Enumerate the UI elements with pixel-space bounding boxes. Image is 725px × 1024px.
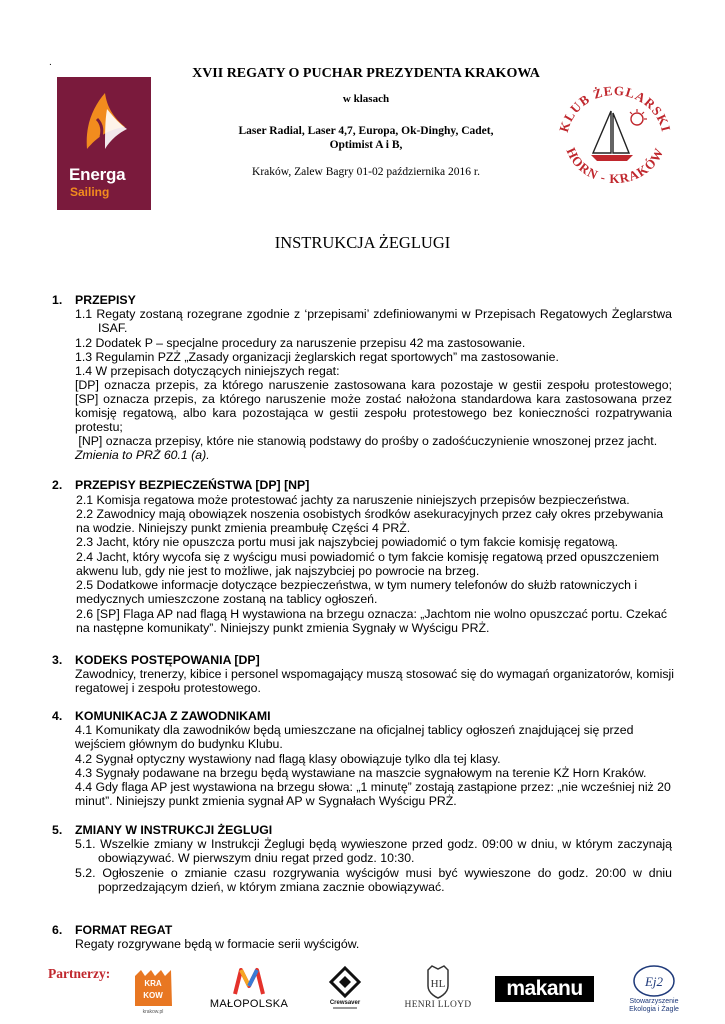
text-line: 1.4 W przepisach dotyczących niniejszych regat: xyxy=(75,364,340,378)
header-dot: . xyxy=(49,57,52,68)
section-heading: PRZEPISY xyxy=(75,293,136,307)
stowarzyszenie-mark: Ej2 xyxy=(644,974,664,989)
malopolska-logo xyxy=(205,966,293,1014)
text-line: 5.1. Wszelkie zmiany w Instrukcji Żeglugi będą wywieszone przed godz. 09:00 w dniu, w którym zaczynają xyxy=(75,837,672,851)
club-bottom-text: HORN - KRAKÓW xyxy=(563,145,667,183)
crewsaver-name: Crewsaver xyxy=(329,1000,361,1006)
text-line: wejściem głównym do budynku Klubu. xyxy=(75,737,283,751)
text-line: 2.2 Zawodnicy mają obowiązek noszenia osobistych środków asekuracyjnych przez cały okres przebywania xyxy=(76,507,664,521)
text-line: Zawodnicy, trenerzy, kibice i personel wspomagający muszą stosować się do wymagań organizatorów, komisji xyxy=(75,667,674,681)
text-line: ISAF. xyxy=(98,321,128,335)
henri-lloyd-crest-icon xyxy=(410,964,466,1000)
partners-label: Partnerzy: xyxy=(48,966,111,981)
henri-lloyd-name: HENRI LLOYD xyxy=(404,1000,472,1010)
sail-icon xyxy=(75,89,133,161)
energa-sailing-logo xyxy=(57,77,151,210)
classes-line-1: Laser Radial, Laser 4,7, Europa, Ok-Dinghy, Cadet, xyxy=(238,125,494,137)
text-line: 4.3 Sygnały podawane na brzegu będą wystawiane na maszcie sygnałowym na terenie KŻ Horn Kraków. xyxy=(75,766,647,780)
section-heading: KODEKS POSTĘPOWANIA [DP] xyxy=(75,653,260,667)
stowarzyszenie-sail-icon xyxy=(626,964,682,998)
text-line: 2.1 Komisja regatowa może protestować jachty za naruszenie niniejszych przepisów bezpieczeństwa. xyxy=(76,493,630,507)
club-horn-krakow-logo xyxy=(549,83,679,183)
yacht-icon xyxy=(591,111,633,161)
text-line: [DP] oznacza przepis, za którego naruszenie zastosowana kara pozostaje w gestii zespołu protestowego; xyxy=(75,378,672,392)
section-number: 3. xyxy=(52,653,63,667)
text-line: 4.1 Komunikaty dla zawodników będą umieszczane na oficjalnej tablicy ogłoszeń znajdującej się przed xyxy=(75,723,634,737)
text-line: [NP] oznacza przepisy, które nie stanowią podstawy do prośby o zadośćuczynienie wnoszonej przez jacht. xyxy=(75,434,658,448)
malopolska-name: MAŁOPOLSKA xyxy=(209,998,289,1010)
text-line: [SP] oznacza przepis, za którego naruszenie może zostać nałożona standardowa kara zastosowana przez xyxy=(75,392,672,406)
place-date: Kraków, Zalew Bagry 01-02 października 2016 r. xyxy=(252,166,480,178)
classes-intro: w klasach xyxy=(342,93,390,105)
stowarzyszenie-name xyxy=(622,998,686,1014)
krakow-text-1: KRA xyxy=(144,979,162,988)
stowarzyszenie-line-2: Ekologia i Żagle xyxy=(629,1006,679,1013)
krakow-text-2: KOW xyxy=(143,991,163,1000)
text-line: akwenu lub, gdy nie jest to możliwe, jak najszybciej po powrocie na brzeg. xyxy=(76,564,480,578)
text-line: na następne komunikaty”. Niniejszy punkt zmienia Sygnały w Wyścigu PRŻ. xyxy=(76,621,490,635)
krakow-url: krakow.pl xyxy=(142,1009,164,1014)
section-number: 6. xyxy=(52,923,63,937)
text-line: 4.2 Sygnał optyczny wystawiony nad flagą klasy obowiązuje tylko dla tej klasy. xyxy=(75,752,501,766)
section-heading: KOMUNIKACJA Z ZAWODNIKAMI xyxy=(75,709,271,723)
text-line: 4.4 Gdy flaga AP jest wystawiona na brzegu słowa: „1 minutę” zostają zastąpione przez: „nie wcześniej niż 20 xyxy=(75,780,671,794)
malopolska-m-icon xyxy=(205,966,293,998)
sun-icon xyxy=(630,109,647,125)
text-line: regatowej i zespołu protestowego. xyxy=(75,681,261,695)
section-heading: ZMIANY W INSTRUKCJI ŻEGLUGI xyxy=(75,823,273,837)
section-number: 4. xyxy=(52,709,63,723)
text-line: poprzedzającym dzień, w którym zmiana zacznie obowiązywać. xyxy=(98,880,445,894)
energa-sub: Sailing xyxy=(70,185,110,199)
crewsaver-logo xyxy=(328,966,362,1012)
text-line: Regaty rozgrywane będą w formacie serii wyścigów. xyxy=(75,937,360,951)
text-line: medycznych umieszczone zostaną na tablicy ogłoszeń. xyxy=(76,592,378,606)
krakow-logo xyxy=(131,968,176,1014)
stowarzyszenie-line-1: Stowarzyszenie xyxy=(629,998,679,1005)
text-line: minut”. Niniejszy punkt zmienia sygnał AP w Sygnałach Wyścigu PRŻ. xyxy=(75,794,457,808)
text-line: 2.3 Jacht, który nie opuszcza portu musi jak najszybciej powiadomić o tym fakcie komisję regatową. xyxy=(76,535,618,549)
section-number: 5. xyxy=(52,823,63,837)
text-line: na wodzie. Niniejszy punkt zmienia preambułę Części 4 PRŻ. xyxy=(76,521,411,535)
classes-line-2: Optimist A i B, xyxy=(329,139,403,151)
text-line: 5.2. Ogłoszenie o zmianie czasu rozgrywania wyścigów musi być wywieszone do godz. 20:00 w dniu xyxy=(75,866,672,880)
text-line: 2.4 Jacht, który wycofa się z wyścigu musi powiadomić o tym fakcie komisję regatową przed opuszczeniem xyxy=(76,550,659,564)
text-line: obowiązywać. W pierwszym dniu regat przed godz. 10:30. xyxy=(98,851,415,865)
event-title: XVII REGATY O PUCHAR PREZYDENTA KRAKOWA xyxy=(192,66,540,81)
text-line: Zmienia to PRŻ 60.1 (a). xyxy=(75,448,210,462)
club-top-text: KLUB ŻEGLARSKI xyxy=(555,83,675,134)
classes-list xyxy=(166,124,566,152)
text-line: 2.5 Dodatkowe informacje dotyczące bezpieczeństwa, w tym numery telefonów do służb ratowniczych i xyxy=(76,578,638,592)
section-heading: FORMAT REGAT xyxy=(75,923,173,937)
text-line: 1.3 Regulamin PZŻ „Zasady organizacji żeglarskich regat sportowych” ma zastosowanie. xyxy=(75,350,559,364)
section-heading: PRZEPISY BEZPIECZEŃSTWA [DP] [NP] xyxy=(75,478,310,492)
section-number: 1. xyxy=(52,293,63,307)
stowarzyszenie-logo xyxy=(626,964,682,1016)
henri-monogram: HL xyxy=(430,978,446,990)
energa-name: Energa xyxy=(69,165,126,184)
text-line: 1.2 Dodatek P – specjalne procedury za naruszenie przepisu 42 ma zastosowanie. xyxy=(75,336,526,350)
text-line: protestu; xyxy=(75,420,123,434)
text-line: 2.6 [SP] Flaga AP nad flagą H wystawiona na brzegu oznacza: „Jachtom nie wolno opuszczać portu. Czekać xyxy=(76,607,668,621)
section-number: 2. xyxy=(52,478,63,492)
document-title: INSTRUKCJA ŻEGLUGI xyxy=(274,233,451,252)
makanu-logo: makanu xyxy=(495,976,594,1002)
text-line: 1.1 Regaty zostaną rozegrane zgodnie z ‘przepisami’ zdefiniowanymi w Przepisach Regatowych Żeglarstwa xyxy=(75,307,672,321)
henri-lloyd-logo xyxy=(404,964,472,1014)
text-line: komisję regatową, albo kara pozostająca w gestii zespołu protestowego bez konieczności rozpatrywania xyxy=(75,406,672,420)
